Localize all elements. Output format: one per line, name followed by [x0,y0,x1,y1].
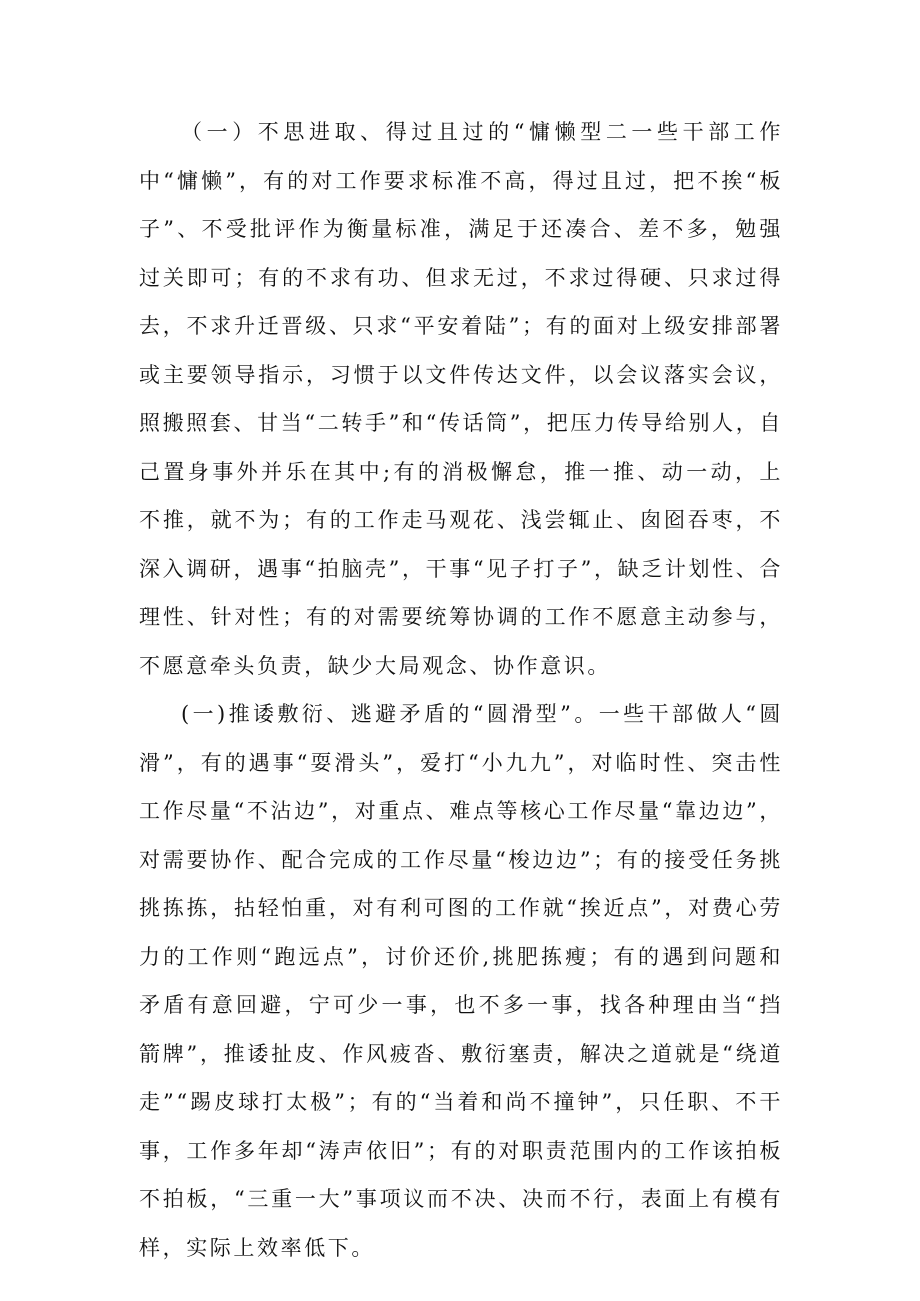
paragraph-lazy-type: （一）不思进取、得过且过的“慵懒型二一些干部工作中“慵懒”，有的对工作要求标准不高，得过且过，把不挨“板子”、不受批评作为衡量标准，满足于还凑合、差不多，勉强过关即可；有的不求有功、但求无过，不求过得硬、只求过得去，不求升迁晋级、只求“平安着陆”；有的面对上级安排部署或主要领导指示，习惯于以文件传达文件，以会议落实会议，照搬照套、甘当“二转手”和“传话筒”，把压力传导给别人，自己置身事外并乐在其中;有的消极懈怠，推一推、动一动，上不推，就不为；有的工作走马观花、浅尝辄止、囱囵吞枣，不深入调研，遇事“拍脑壳”，干事“见子打子”，缺乏计划性、合理性、针对性；有的对需要统筹协调的工作不愿意主动参与，不愿意牵头负责，缺少大局观念、协作意识。 [139,120,783,678]
document-body [139,108,783,1272]
paragraph-slippery-type: (一)推诿敷衍、逃避矛盾的“圆滑型”。一些干部做人“圆滑”，有的遇事“耍滑头”，爱打“小九九”，对临时性、突击性工作尽量“不沾边”，对重点、难点等核心工作尽量“靠边边”，对需要协作、配合完成的工作尽量“梭边边”；有的接受任务挑挑拣拣，拈轻怕重，对有利可图的工作就“挨近点”，对费心劳力的工作则“跑远点”，讨价还价,挑肥拣瘦；有的遇到问题和矛盾有意回避，宁可少一事，也不多一事，找各种理由当“挡箭牌”，推诿扯皮、作风疲沓、敷衍塞责，解决之道就是“绕道走”“踢皮球打太极”；有的“当着和尚不撞钟”，只任职、不干事，工作多年却“涛声依旧”；有的对职责范围内的工作该拍板不拍板，“三重一大”事项议而不决、决而不行，表面上有模有样，实际上效率低下。 [139,702,783,1260]
